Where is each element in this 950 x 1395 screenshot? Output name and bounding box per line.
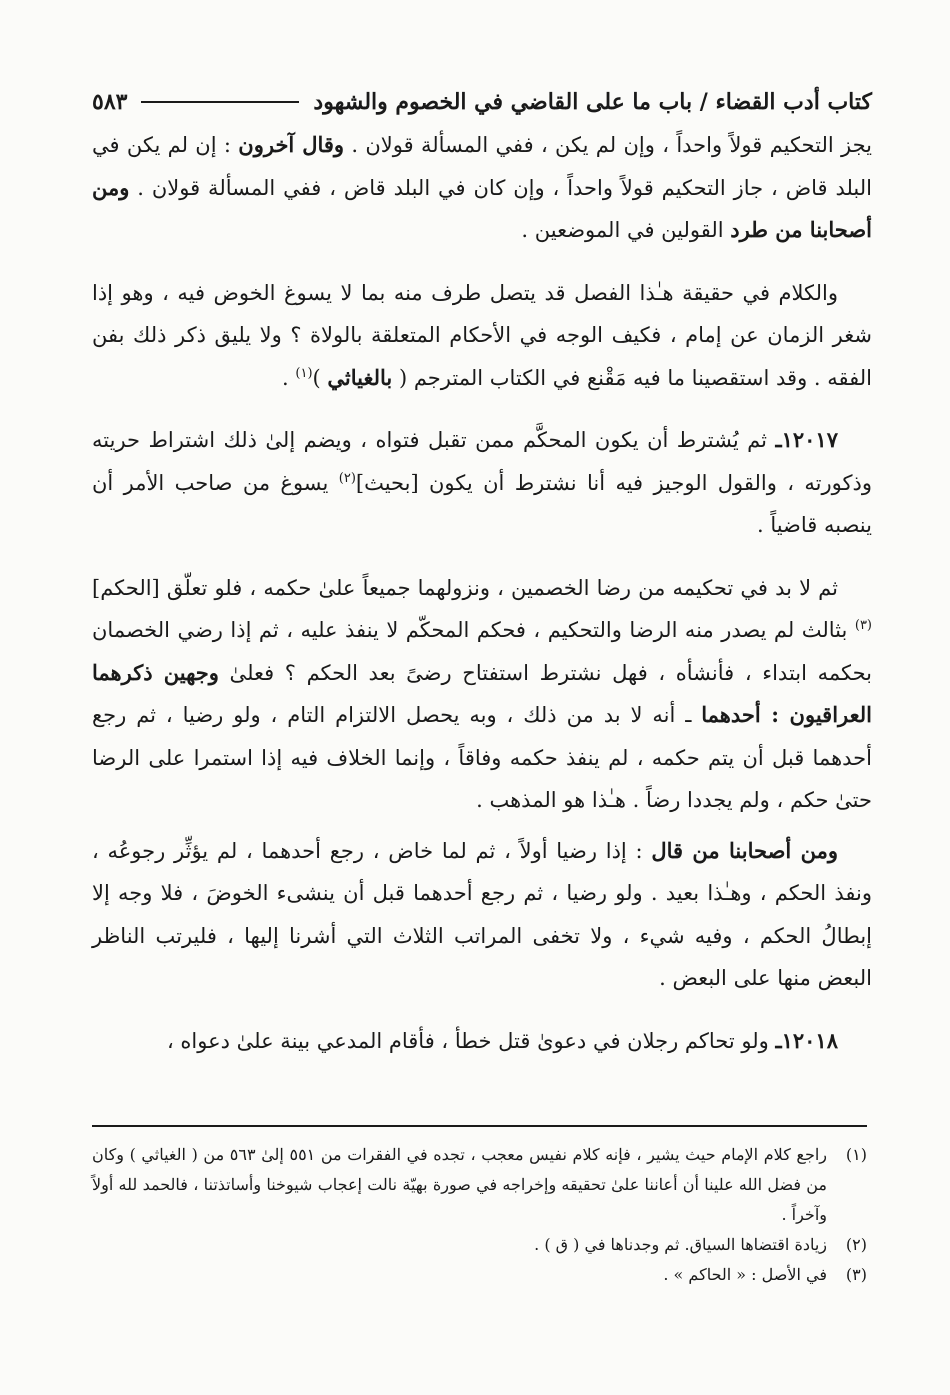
paragraph <box>92 419 872 547</box>
paragraph <box>92 124 872 252</box>
page-number: ٥٨٣ <box>92 89 128 115</box>
footnote-ref: (١) <box>295 365 313 381</box>
paragraph <box>92 272 872 400</box>
footnote-ref: (٣) <box>854 618 872 633</box>
text-run: ثم لا بد في تحكيمه من رضا الخصمين ، ونزولهما جميعاً علىٰ حكمه ، فلو تعلّق [الحكم] <box>92 575 838 600</box>
text-run: ولو تحاكم رجلان في دعوىٰ قتل خطأ ، فأقام المدعي بينة علىٰ دعواه ، <box>166 1028 776 1053</box>
footnote-separator <box>92 1125 867 1127</box>
header-title: كتاب أدب القضاء / باب ما على القاضي في الخصوم والشهود <box>313 89 872 115</box>
text-run: يسوغ من صاحب الأمر أن ينصبه قاضياً . <box>92 470 872 537</box>
bold-text: ١٢٠١٨ـ <box>775 1027 838 1053</box>
text-run: : إن لم يكن في البلد قاض ، جاز التحكيم قولاً واحداً ، وإن كان في البلد قاض ، ففي المسألة قولان . <box>92 133 872 200</box>
bold-text: وجهين ذكرهما العراقيون : أحدهما <box>92 659 872 727</box>
text-run: القولين في الموضعين . <box>521 218 731 242</box>
footnote-number: (٢) <box>845 1235 867 1254</box>
footnote <box>92 1260 867 1290</box>
text-run: ـ أنه لا بد من ذلك ، وبه يحصل الالتزام التام ، ولو رضيا ، ثم رجع أحدهما قبل أن يتم حكمه ، لم ينفذ حكمه وفاقاً ، وإنما الخلاف فيه إذا استمرا على الرضا حتىٰ حكم ، ولم يجددا رضاً . هـٰذا هو المذهب . <box>92 703 872 812</box>
paragraph <box>92 567 872 822</box>
footnote-text: راجع كلام الإمام حيث يشير ، فإنه كلام نفيس معجب ، تجده في الفقرات من ٥٥١ إلىٰ ٥٦٣ من ( الغياثي ) وكان من فضل الله علينا أن أعاننا علىٰ تحقيقه وإخراجه في صورة بهيّة نالت إعجاب شيوخنا وأساتذتنا ، فالحمد لله أولاً وآخراً . <box>92 1145 828 1224</box>
bold-text: وقال آخرون <box>238 132 345 157</box>
header-rule <box>141 101 299 103</box>
bold-text: ومن أصحابنا من قال <box>651 837 838 863</box>
footnote-number: (١) <box>845 1145 867 1164</box>
text-run: ) <box>312 365 328 390</box>
bold-text: ١٢٠١٧ـ <box>775 427 838 452</box>
page-body <box>92 80 872 1062</box>
footnote <box>92 1230 867 1260</box>
paragraph <box>92 830 872 1000</box>
footnotes <box>92 1140 867 1290</box>
bold-text: ومن أصحابنا من طرد <box>92 174 872 242</box>
bold-text: بالغياثي <box>327 364 393 390</box>
text-run: يجز التحكيم قولاً واحداً ، وإن لم يكن ، ففي المسألة قولان . <box>344 133 872 157</box>
footnote-number: (٣) <box>845 1265 867 1284</box>
text-run: . <box>282 365 296 390</box>
text-run: والكلام في حقيقة هـٰذا الفصل قد يتصل طرف منه بما لا يسوغ الخوض فيه ، وهو إذا شغر الزمان عن إمام ، فكيف الوجه في الأحكام المتعلقة بالولاة ؟ ولا يليق ذكر ذلك بفن الفقه . وقد استقصينا ما فيه مَقْنع في الكتاب المترجم ( <box>92 280 872 390</box>
text-run: : إذا رضيا أولاً ، ثم لما خاض ، رجع أحدهما ، لم يؤثِّر رجوعُه ، ونفذ الحكم ، وهـٰذا بعيد . ولو رضيا ، ثم رجع أحدهما قبل أن ينشىء الخوضَ ، فلا وجه إلا إبطالُ الحكم ، وفيه شيء ، ولا تخفى المراتب الثلاث التي أشرنا إليها ، فليرتب الناظر البعض منها على البعض . <box>92 838 872 990</box>
text-run: ثم يُشترط أن يكون المحكَّم ممن تقبل فتواه ، ويضم إلىٰ ذلك اشتراط حريته وذكورته ، والقول الوجيز فيه أنا نشترط أن يكون [بحيث] <box>92 428 872 495</box>
footnote-ref: (٢) <box>338 470 356 486</box>
paragraph <box>92 1020 872 1063</box>
footnote-text: في الأصل : « الحاكم » . <box>663 1265 827 1284</box>
footnote <box>92 1140 867 1230</box>
running-header <box>92 80 872 124</box>
footnote-text: زيادة اقتضاها السياق. ثم وجدناها في ( ق ) . <box>534 1235 827 1254</box>
text-run: بثالث لم يصدر منه الرضا والتحكيم ، فحكم المحكّم لا ينفذ عليه ، ثم إذا رضي الخصمان بحكمه ابتداء ، فأنشأه ، فهل نشترط استفتاح رضىً بعد الحكم ؟ فعلىٰ <box>92 618 872 685</box>
